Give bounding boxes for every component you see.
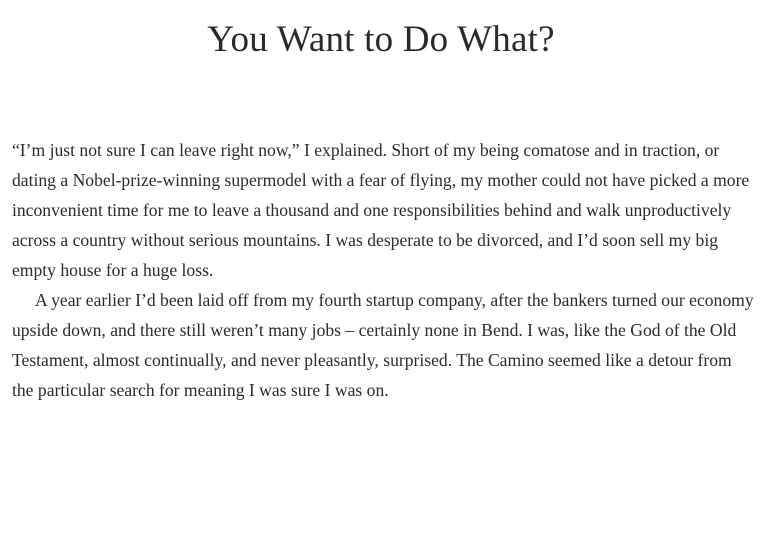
body-text [12,135,754,405]
chapter-title: You Want to Do What? [207,19,555,60]
paragraph-2: A year earlier I’d been laid off from my fourth startup company, after the bankers turned our economy upside down, and there still weren’t many jobs – certainly none in Bend. I was, like the God of the Old Testament, almost continually, and never pleasantly, surprised. The Camino seemed like a detour from the particular search for meaning I was sure I was on. [12,290,754,400]
paragraph-1: “I’m just not sure I can leave right now,” I explained. Short of my being comatose and in traction, or dating a Nobel-prize-winning supermodel with a fear of flying, my mother could not have picked a more inconvenient time for me to leave a thousand and one responsibilities behind and walk unproductively across a country without serious mountains. I was desperate to be divorced, and I’d soon sell my big empty house for a huge loss. [12,140,750,280]
